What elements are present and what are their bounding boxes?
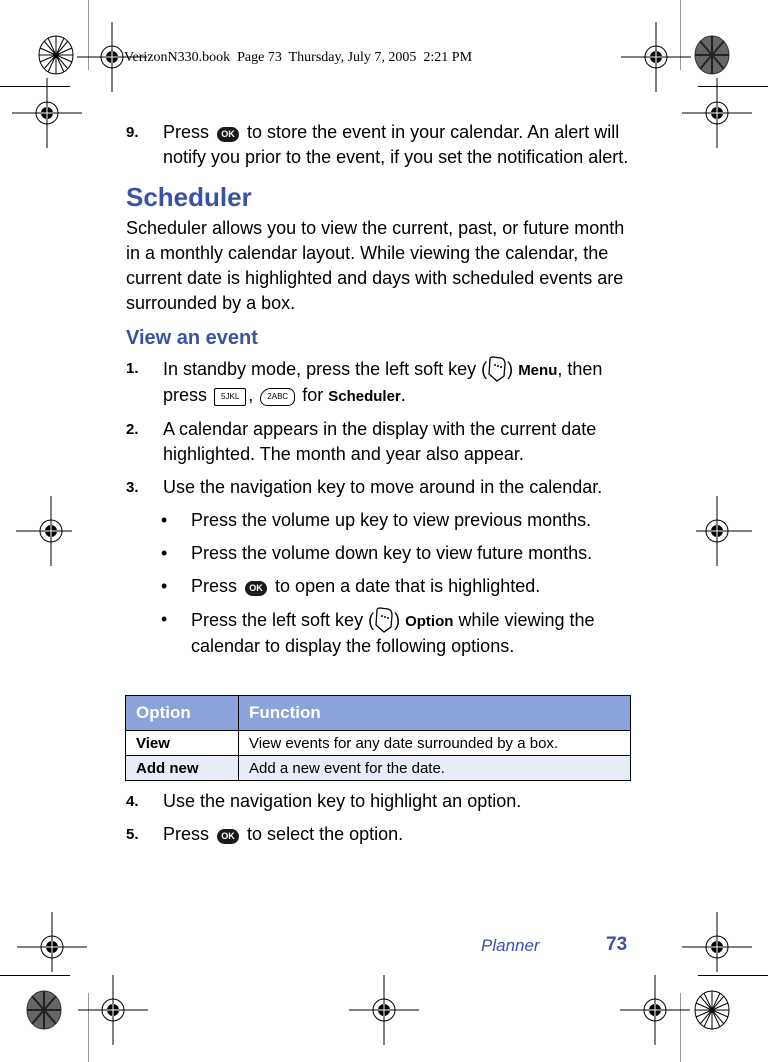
option-label: Option	[405, 613, 454, 630]
table-row	[126, 731, 631, 756]
step-text: A calendar appears in the display with the current date highlighted. The month and year also appear.	[163, 419, 597, 464]
step-text: Press	[163, 824, 210, 844]
left-soft-key-icon	[374, 607, 394, 633]
step-text: .	[400, 385, 406, 405]
key-2-icon: 2ABC	[260, 388, 295, 406]
registration-mark-icon	[17, 912, 87, 982]
color-target-icon	[694, 990, 730, 1030]
bullet-text: Press the volume up key to view previous months.	[191, 510, 592, 530]
bullet-icon: •	[161, 609, 168, 629]
color-target-icon	[26, 990, 62, 1030]
registration-mark-icon	[78, 975, 148, 1045]
step-text: for	[302, 385, 324, 405]
page-content	[126, 120, 636, 659]
page-content-lower	[126, 789, 636, 847]
step-text: )	[507, 359, 514, 379]
section-intro: Scheduler allows you to view the current, past, or future month in a monthly calendar layout. While viewing the calendar, the current date is highlighted and days with scheduled events are surrounded by a box.	[126, 218, 625, 313]
option-cell: View	[126, 731, 239, 756]
step-3	[126, 475, 636, 500]
bullet-text: Press	[191, 576, 238, 596]
step-number: 1.	[126, 360, 139, 377]
step-text: Press	[163, 122, 210, 142]
step-9	[126, 120, 636, 170]
step-number: 2.	[126, 421, 139, 438]
left-soft-key-icon	[487, 356, 507, 382]
step-number: 5.	[126, 826, 139, 843]
bullet-item	[126, 508, 636, 533]
registration-mark-icon	[620, 975, 690, 1045]
column-header-option: Option	[126, 696, 239, 731]
bullet-icon: •	[161, 576, 168, 596]
step-number: 4.	[126, 793, 139, 810]
ok-key-icon: OK	[245, 581, 267, 596]
scheduler-label: Scheduler	[328, 388, 401, 405]
bullet-text: Press the left soft key (	[191, 610, 375, 630]
section-title: Scheduler	[126, 182, 252, 212]
bullet-item	[126, 541, 636, 566]
table-row	[126, 756, 631, 781]
registration-mark-icon	[682, 496, 752, 566]
color-target-icon	[38, 35, 74, 75]
bullet-icon: •	[161, 543, 168, 563]
registration-mark-icon	[621, 22, 691, 92]
step-text: Use the navigation key to highlight an option.	[163, 791, 522, 811]
bullet-text: to open a date that is highlighted.	[275, 576, 541, 596]
options-table	[125, 695, 631, 781]
step-text: Use the navigation key to move around in the calendar.	[163, 477, 603, 497]
bullet-item	[126, 607, 636, 659]
bullet-text: )	[394, 610, 401, 630]
ok-key-icon: OK	[217, 829, 239, 844]
subsection-title: View an event	[126, 327, 258, 349]
bullet-icon: •	[161, 510, 168, 530]
footer-section-name: Planner	[481, 936, 540, 955]
table-header-row	[126, 696, 631, 731]
step-1	[126, 356, 636, 409]
bullet-text: Press the volume down key to view future months.	[191, 543, 593, 563]
ok-key-icon: OK	[217, 127, 239, 142]
page-number: 73	[606, 934, 628, 955]
menu-label: Menu	[518, 362, 558, 379]
registration-mark-icon	[349, 975, 419, 1045]
step-5	[126, 822, 636, 847]
registration-mark-icon	[16, 496, 86, 566]
bullet-text: while viewing the calendar to display the following options.	[191, 610, 595, 656]
step-text: , then press	[163, 359, 603, 405]
registration-mark-icon	[12, 78, 82, 148]
step-4	[126, 789, 636, 814]
key-5-icon: 5JKL	[214, 388, 246, 406]
step-2	[126, 417, 636, 467]
step-text: to store the event in your calendar. An alert will notify you prior to the event, if you set the notification alert.	[163, 122, 629, 167]
print-slug: VerizonN330.book Page 73 Thursday, July 7, 2005 2:21 PM	[124, 50, 473, 65]
registration-mark-icon	[682, 912, 752, 982]
step-number: 3.	[126, 479, 139, 496]
bullet-item	[126, 574, 636, 599]
step-text: In standby mode, press the left soft key (	[163, 359, 488, 379]
color-target-icon	[694, 35, 730, 75]
step-text: ,	[248, 385, 254, 405]
function-cell: Add a new event for the date.	[239, 756, 631, 781]
option-cell: Add new	[126, 756, 239, 781]
step-text: to select the option.	[247, 824, 404, 844]
registration-mark-icon	[682, 78, 752, 148]
function-cell: View events for any date surrounded by a box.	[239, 731, 631, 756]
column-header-function: Function	[239, 696, 631, 731]
step-number: 9.	[126, 124, 139, 141]
